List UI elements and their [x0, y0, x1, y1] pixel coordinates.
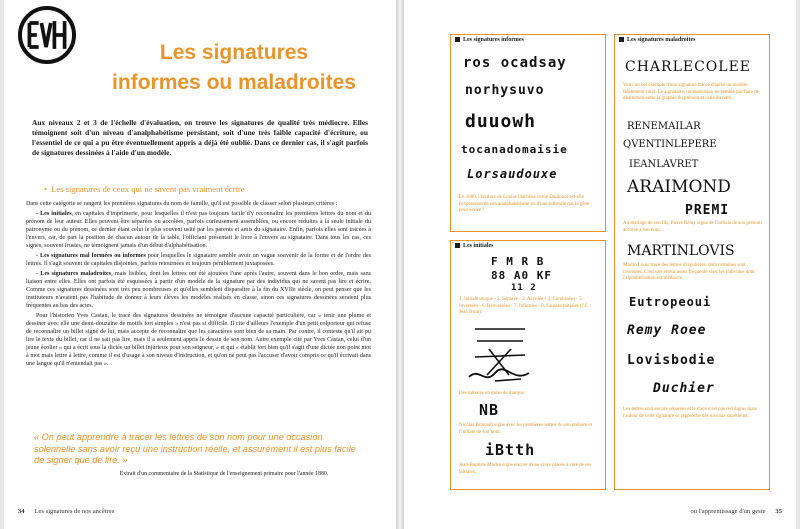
- left-page: [4, 0, 396, 529]
- signature-image: Eutropeoui: [629, 295, 712, 309]
- box-header: [451, 35, 605, 45]
- paragraph-text: pour lesquelles le signataire semble avoir un vague souvenir de la forme et de l'ordre des lettres. Il s'agit souvent de capitales disjointes, parfois retournées et toujours péniblement juxtaposées.: [26, 253, 371, 267]
- logo-signature-icon: [22, 8, 72, 62]
- signature-image: 11 2: [511, 283, 537, 293]
- page-title: [84, 38, 384, 98]
- paragraph: - Les signatures mal formées ou informes pour lesquelles le signataire semble avoir un vague souvenir de la forme et de l'ordre des lettres. Il s'agit souvent de capitales disjointes, parfois retournées et toujours péniblement juxtaposées.: [26, 253, 371, 267]
- title-line-2: informes ou maladroites: [112, 71, 356, 94]
- signature-image: QVENTINLEPERE: [623, 139, 717, 150]
- right-footer: [690, 508, 782, 515]
- paragraph-bold: Les signatures mal formées ou informes: [40, 253, 146, 259]
- caption: Nicolas Brunault signe avec les premières lettres de son prénom et l'initiale de son nom.: [459, 423, 593, 435]
- caption: Les lettres sont encore séparées et le tracé n'est pas rectiligne, mais l'auteur de cette signature se rapproche des niveaux supérieurs.: [623, 407, 757, 419]
- paragraph-bold: Les signatures maladroites: [40, 271, 112, 277]
- box-title: Les signatures maladroites: [627, 37, 696, 43]
- paragraph: - Les signatures maladroites, mais lisibles, dont les lettres ont été ajoutées l'une après l'autre, souvent dans le bon ordre, mais sans liaison entre elles. Elles ont parfois été esquissées à partir d'un modèle de la signature par des individus qui ne savent pas lire et écrire. Comme ces signatures dessinées sont très peu nombreuses et qu'elles semblent disparaître à la fin du XVIIe siècle, on peut penser que les instituteurs n'avaient pas l'habitude de donner à leurs élèves les modèles réalisés en classe, sinon ces signatures dessinées seraient plus fréquentes au bas des actes.: [26, 271, 372, 309]
- running-head: ou l'apprentissage d'un geste: [690, 508, 766, 515]
- signature-image: CHARLECOLEE: [625, 59, 752, 75]
- caption: Jean-Baptiste Morlin signe encore d'une croix placée à côté de ses initiales.: [459, 463, 592, 475]
- signature-image: Remy Roee: [627, 323, 707, 338]
- square-bullet-icon: [619, 37, 624, 42]
- bullet-icon: •: [44, 184, 48, 194]
- caption: Voici un bel exemple d'une signature tracée d'après un modèle fidèlement suivi. Le signataire, un menuisier, ne semble pas faire de distinction entre la graphie du prénom et celle du nom.: [623, 83, 760, 101]
- signature-image: Duchier: [653, 381, 715, 396]
- paragraph-text: , en capitales d'imprimerie, pour lesquelles il n'est pas toujours facile d'y reconnaître les premières lettres du nom et du prénom de leur auteur. Elles peuvent être séparées ou accolées, parfois curieusement assemblées, ou encore réduites à la seule initiale du patronyme ou du prénom, ce dernier étant celui le plus souvent usité par les parents et amis du signataire. Enfin, parfois elles sont tracées à l'envers, car, de part la position de chacun autour de la table, l'officiant présentait le livre à l'envers au signataire. Dans tous les cas, ces signes, souvent frustes, ne témoignent jamais d'un début d'alphabétisation.: [26, 211, 371, 249]
- paragraph: - Les initiales, en capitales d'imprimerie, pour lesquelles il n'est pas toujours facile d'y reconnaître les premières lettres du nom et du prénom de leur auteur. Elles peuvent être séparées ou accolées, parfois curieusement assemblées, ou encore réduites à la seule initiale du patronyme ou du prénom, ce dernier étant celui le plus souvent usité par les parents et amis du signataire. Enfin, parfois elles sont tracées à l'envers, car, de part la position de chacun autour de la table, l'officiant présentait le livre à l'envers au signataire. Dans tous les cas, ces signes, souvent frustes, ne témoignent jamais d'un début d'alphabétisation.: [26, 211, 371, 249]
- box-header: [615, 35, 769, 45]
- box-title: Les signatures informes: [463, 37, 524, 43]
- quote-credit: Extrait d'un commentaire de la Statistique de l'enseignement primaire pour l'année 1880.: [119, 471, 329, 477]
- paragraph: Pour l'historien Yves Castan, le tracé des signatures dessinées ne témoigne d'aucune capacité particulière, car « tenir une plume et dessiner avec elle une demi-douzaine de motifs fort simples » n'est pas si difficile. Il cite d'ailleurs l'exemple d'un petit colporteur qui refuse de reconnaître un billet signé de lui, mais accepte de reconnaître que les caractères sont bien de sa main. Par contre, il conteste qu'il ait pu lire le texte du billet, car il ne sait pas lire, mais il a seulement appris le dessin de son nom. Autre exemple cité par Yves Castan, celui d'un jeune écolier « qui a écrit sous la dictée un billet injurieux pour son seigneur, » et qui « établit fort bien qu'il s'agit d'une dictée non point mot à mot mais lettre à lettre, comme il est d'usage à son niveau d'instruction, et qu'on ne peut pas l'accuser d'avoir compris ce qu'il écrivait dans une langue qu'il n'entendait pas ».: [26, 313, 371, 367]
- box-header: [451, 241, 605, 251]
- pull-quote: « On peut apprendre à tracer les lettres de son nom pour une occasion solennelle sans avoir reçu une instruction réelle, et assurément il est plus facile de signer que de lire. »: [34, 432, 356, 465]
- caption: Au mariage de son fils, Pierre Rémy signe de l'initiale de son prénom accolée à son nom.: [623, 221, 762, 233]
- signature-image: tocanadomaisie: [461, 143, 568, 156]
- signature-image: norhysuvo: [465, 83, 545, 98]
- paragraph: Dans cette catégorie se rangent les premières signatures du nom de famille, qu'il est possible de classer selon plusieurs critères :: [26, 201, 338, 207]
- flourish-mark-icon: [465, 365, 535, 387]
- caption: Des initiales en guise de marque.: [459, 391, 526, 396]
- signature-image: duuowh: [465, 111, 537, 132]
- square-bullet-icon: [455, 243, 460, 248]
- signature-image: ros ocadsay: [463, 55, 567, 71]
- signature-image: Lovisbodie: [627, 353, 716, 368]
- section-subheading: [44, 184, 364, 194]
- square-bullet-icon: [455, 37, 460, 42]
- book-logo: [18, 6, 76, 64]
- left-footer: [18, 508, 114, 515]
- signature-image: 88 A0 KF: [491, 269, 552, 282]
- right-page: [404, 0, 796, 529]
- signature-image: RENEMAILAR: [627, 121, 701, 132]
- paragraph-text: , mais lisibles, dont les lettres ont été ajoutées l'une après l'autre, souvent dans le bon ordre, mais sans liaison entre elles. Elles ont parfois été esquissées à partir d'un modèle de la signature par des individus qui ne savent pas lire et écrire. Comme ces signatures dessinées sont très peu nombreuses et qu'elles semblent disparaître à la fin du XVIIe siècle, on peut penser que les instituteurs n'avaient pas l'habitude de donner à leurs élèves les modèles réalisés en classe, sinon ces signatures dessinées seraient plus fréquentes au bas des actes.: [26, 271, 372, 309]
- signature-image: NB: [479, 401, 500, 419]
- signature-image: MARTINLOVIS: [627, 243, 735, 259]
- caption: En 1809, l'écriture de Louise Duchêne verne Duphinol est-elle l'expression de son analphabétisme ou d'une infirmité qui la gêne pour écrire ?: [459, 195, 590, 213]
- running-head: Les signatures de nos ancêtres: [34, 508, 115, 515]
- signature-image: Lorsaudouxe: [467, 167, 558, 181]
- title-line-1: Les signatures: [159, 41, 309, 64]
- signature-image: ARAIMOND: [627, 177, 731, 197]
- box-informes: [450, 34, 606, 232]
- signature-image: PREMI: [685, 203, 730, 218]
- signature-image: F M R B: [491, 255, 545, 268]
- body-text: [26, 200, 371, 370]
- book-gutter: [396, 0, 404, 529]
- caption: Martin Louis trace des lettres irrégulières, dont certaines sont inversées. C'est une erreur assez fréquente chez les individus dont l'alphabétisation est médiocre.: [623, 263, 755, 281]
- box-maladroites: [614, 34, 770, 490]
- box-title: Les initiales: [463, 243, 494, 249]
- page-number: 34: [18, 508, 25, 515]
- box-initiales: [450, 240, 606, 490]
- subheading-text: Les signatures de ceux qui ne savent pas vraiment écrire: [51, 184, 245, 194]
- signature-image: IEANLAVRET: [629, 159, 699, 170]
- caption: 1. Initiale unique - 2. Séparée - 3. Accolée - 4. Combinées - 5. Inversées - 6. Renversées - 7. Informes - 8. Fausses initiales (J.F. : Jean Brun).: [459, 297, 592, 315]
- signature-image: iBtth: [485, 441, 536, 459]
- page-number: 35: [775, 508, 782, 515]
- paragraph-bold: Les initiales: [40, 211, 72, 217]
- intro-paragraph: Aux niveaux 2 et 3 de l'échelle d'évaluation, on trouve les signatures de qualité très médiocre. Elles témoignent soit d'un niveau d'analphabétisme persistant, soit d'une très faible capacité d'écriture, ou l'essentiel de ce qui a pu être éventuellement appris a déjà été oublié. Dans ce dernier cas, il s'agit parfois de signatures dessinées à l'aide d'un modèle.: [32, 118, 368, 157]
